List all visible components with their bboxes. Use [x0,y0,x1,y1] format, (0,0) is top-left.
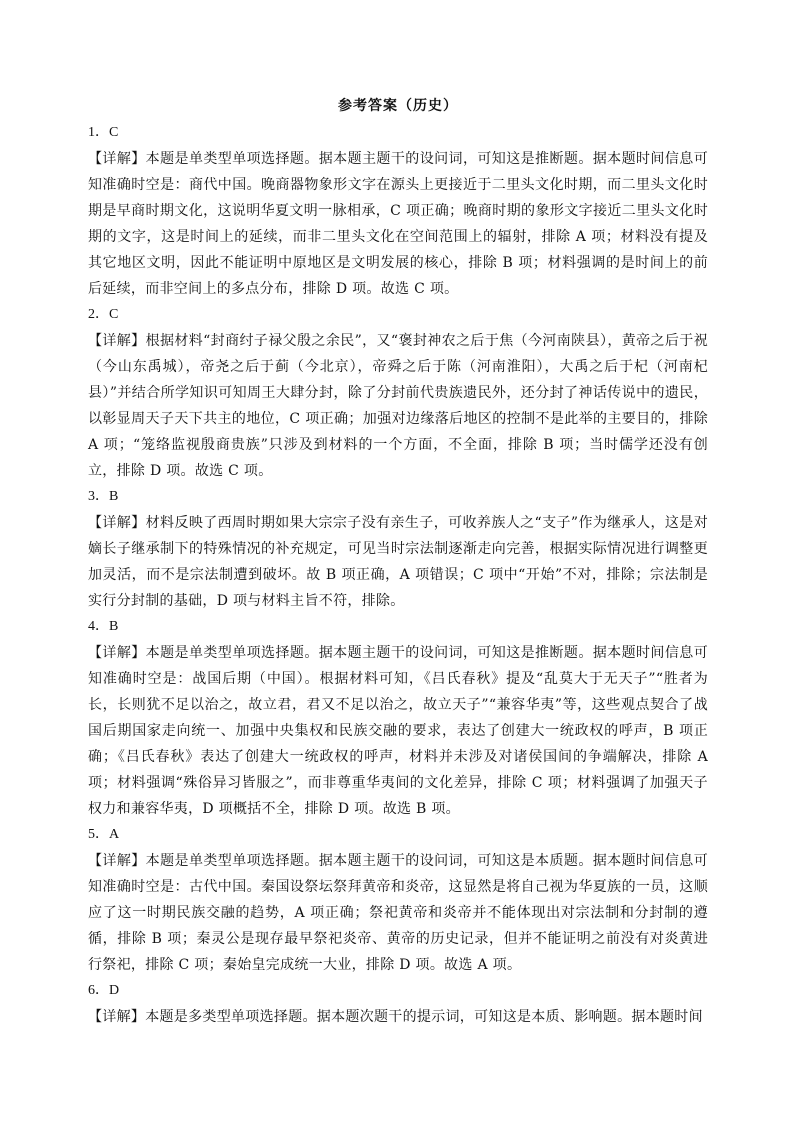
question-explanation: 【详解】根据材料“封商纣子禄父殷之余民”，又“褒封神农之后于焦（今河南陕县），黄帝之后于祝（今山东禹城），帝尧之后于蓟（今北京），帝舜之后于陈（河南淮阳），大禹之后于杞（河南杞县）”并结合所学知识可知周王大肆分封，除了分封前代贵族遗民外，还分封了神话传说中的遗民，以彰显周天子天下共主的地位，C 项正确；加强对边缘落后地区的控制不是此举的主要目的，排除 A 项；“笼络监视殷商贵族”只涉及到材料的一个方面，不全面，排除 B 项；当时儒学还没有创立，排除 D 项。故选 C 项。 [88,333,708,479]
question-1 [88,120,708,302]
question-explanation: 【详解】本题是单类型单项选择题。据本题主题干的设问词，可知这是推断题。据本题时间信息可知准确时空是：商代中国。晚商器物象形文字在源头上更接近于二里头文化时期，而二里头文化时期是早商时期文化，这说明华夏文明一脉相承，C 项正确；晚商时期的象形文字接近二里头文化时期的文字，这是时间上的延续，而非二里头文化在空间范围上的辐射，排除 A 项；材料没有提及其它地区文明，因此不能证明中原地区是文明发展的核心，排除 B 项；材料强调的是时间上的前后延续，而非空间上的多点分布，排除 D 项。故选 C 项。 [88,151,708,297]
question-explanation: 【详解】本题是单类型单项选择题。据本题主题干的设问词，可知这是推断题。据本题时间信息可知准确时空是：战国后期（中国）。根据材料可知，《吕氏春秋》提及“乱莫大于无天子”“胜者为长，长则犹不足以治之，故立君，君又不足以治之，故立天子”“兼容华夷”等，这些观点契合了战国后期国家走向统一、加强中央集权和民族交融的要求，表达了创建大一统政权的呼声，B 项正确；《吕氏春秋》表达了创建大一统政权的呼声，材料并未涉及对诸侯国间的争端解决，排除 A 项；材料强调“殊俗异习皆服之”，而非尊重华夷间的文化差异，排除 C 项；材料强调了加强天子权力和兼容华夷，D 项概括不全，排除 D 项。故选 B 项。 [88,645,708,817]
question-4 [88,614,708,822]
question-5 [88,822,708,978]
question-number: 6．D [88,983,120,998]
question-explanation: 【详解】本题是多类型单项选择题。据本题次题干的提示词，可知这是本质、影响题。据本题时间 [88,1009,703,1025]
question-number: 1．C [88,125,119,140]
question-6 [88,978,708,1030]
question-2 [88,302,708,484]
question-explanation: 【详解】材料反映了西周时期如果大宗宗子没有亲生子，可收养族人之“支子”作为继承人，这是对嫡长子继承制下的特殊情况的补充规定，可见当时宗法制逐渐走向完善，根据实际情况进行调整更加灵活，而不是宗法制遭到破坏。故 B 项正确，A 项错误；C 项中“开始”不对，排除；宗法制是实行分封制的基础，D 项与材料主旨不符，排除。 [88,515,708,609]
page-title: 参考答案（历史） [338,98,458,114]
question-number: 5．A [88,827,120,842]
question-number: 4．B [88,619,119,634]
answer-page [88,96,708,1030]
question-number: 2．C [88,307,119,322]
question-number: 3．B [88,489,119,504]
question-explanation: 【详解】本题是单类型单项选择题。据本题主题干的设问词，可知这是本质题。据本题时间信息可知准确时空是：古代中国。秦国设祭坛祭拜黄帝和炎帝，这显然是将自己视为华夏族的一员，这顺应了这一时期民族交融的趋势，A 项正确；祭祀黄帝和炎帝并不能体现出对宗法制和分封制的遵循，排除 B 项；秦灵公是现存最早祭祀炎帝、黄帝的历史记录，但并不能证明之前没有对炎黄进行祭祀，排除 C 项；秦始皇完成统一大业，排除 D 项。故选 A 项。 [88,853,708,973]
question-3 [88,484,708,614]
